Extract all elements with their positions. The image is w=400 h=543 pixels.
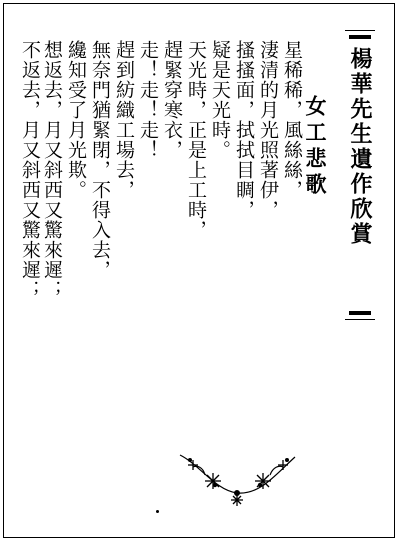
poem-line: 無奈門猶緊閉，不得入去，	[89, 40, 111, 280]
header-top-bar	[349, 35, 371, 39]
header-bottom-bar	[349, 311, 371, 315]
poem-line: 走！走！走！	[137, 40, 159, 160]
page-mark	[156, 510, 159, 513]
poem-line: 淒清的月光照著伊，	[257, 40, 279, 220]
poem-line: 趕到紡織工場去，	[113, 40, 135, 200]
poem-line: 想返去，月又斜西又驚來遲；	[41, 40, 63, 300]
poem-line: 疑是天光時。	[209, 40, 231, 160]
poem-line: 纔知受了月光欺。	[65, 40, 87, 200]
poem-line: 不返去，月又斜西又驚來遲；	[19, 40, 41, 300]
floral-vine-icon	[175, 445, 300, 510]
series-title: 楊華先生遺作欣賞	[347, 47, 373, 247]
poem-title: 女工悲歌	[303, 95, 328, 199]
poem-line: 星稀稀，風絲絲，	[281, 40, 303, 200]
series-header-box	[345, 30, 375, 320]
poem-line: 天光時，正是上工時，	[185, 40, 207, 240]
poem-line: 趕緊穿寒衣，	[161, 40, 183, 160]
poem-line: 搔搔面，拭拭目睭，	[233, 40, 255, 220]
